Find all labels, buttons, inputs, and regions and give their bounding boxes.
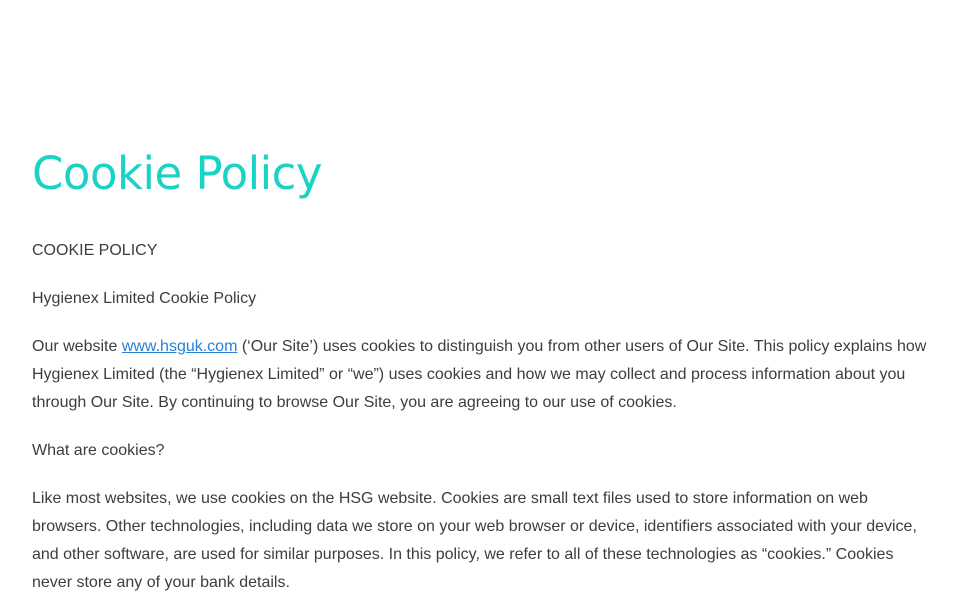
main-content (32, 146, 932, 597)
section-answer: Like most websites, we use cookies on the HSG website. Cookies are small text files used to store information on web browsers. Other technologies, including data we store on your web browser or device, identifiers associated with your device, and other software, are used for similar purposes. In this policy, we refer to all of these technologies as “cookies.” Cookies never store any of your bank details. (32, 490, 917, 591)
page-title: Cookie Policy (32, 147, 322, 200)
website-link[interactable]: www.hsguk.com (121, 338, 238, 355)
intro-before-link: Our website (32, 338, 122, 355)
heading-caps: COOKIE POLICY (32, 242, 158, 259)
intro-paragraph (32, 333, 932, 417)
policy-subheading: Hygienex Limited Cookie Policy (32, 290, 257, 307)
section-question: What are cookies? (32, 442, 165, 459)
intro-after-link: (‘Our Site’) uses cookies to distinguish you from other users of Our Site. This policy explains how Hygienex Limited (the “Hygienex Limited” or “we”) uses cookies and how we may collect and process information about you through Our Site. By continuing to browse Our Site, you are agreeing to our use of cookies. (32, 338, 927, 411)
